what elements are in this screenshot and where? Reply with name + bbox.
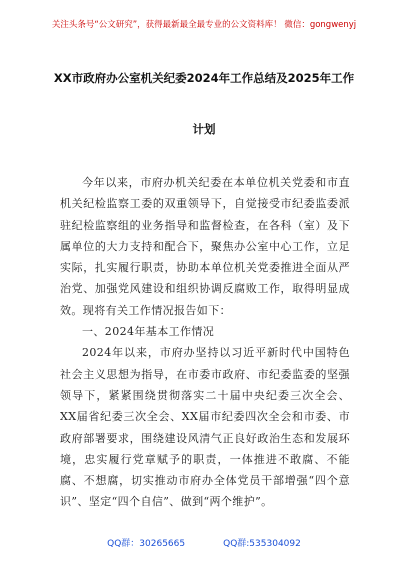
top-banner: 关注头条号“公文研究”，获得最新最全最专业的公文资料库！ 微信：gongwenyj xyxy=(51,20,357,30)
footer-qq-group-2: QQ群:535304092 xyxy=(223,539,301,549)
document-body xyxy=(60,172,350,513)
section-heading: 一、2024年基本工作情况 xyxy=(82,325,215,339)
intro-paragraph: 今年以来，市府办机关纪委在本单位机关党委和市直机关纪检监察工委的双重领导下，自觉接受市纪委监委派驻纪检监察组的业务指导和监督检查，在各科（室）及下属单位的大力支持和配合下，聚焦办公室中心工作，立足实际，扎实履行职责，协助本单位机关党委推进全面从严治党、加强党风建设和组织协调反腐败工作，取得明显成效。现将有关工作情况报告如下： xyxy=(60,176,350,317)
document-title-line1: XX市政府办公室机关纪委2024年工作总结及2025年工作 xyxy=(53,71,355,85)
footer-contact xyxy=(0,536,408,549)
footer-qq-group-1: QQ群：30265665 xyxy=(107,539,186,549)
document-title-line2: 计划 xyxy=(192,122,216,136)
body-paragraph: 2024年以来，市府办坚持以习近平新时代中国特色社会主义思想为指导，在市委市政府、市纪委监委的坚强领导下，紧紧围绕贯彻落实二十届中央纪委三次全会、XX届省纪委三次全会、XX届市纪委四次全会和市委、市政府部署要求，围绕建设风清气正良好政治生态和发展环境，忠实履行党章赋予的职责，一体推进不敢腐、不能腐、不想腐，切实推动市府办全体党员干部增强“四个意识”、坚定“四个自信”、做到“两个维护”。 xyxy=(60,346,350,509)
